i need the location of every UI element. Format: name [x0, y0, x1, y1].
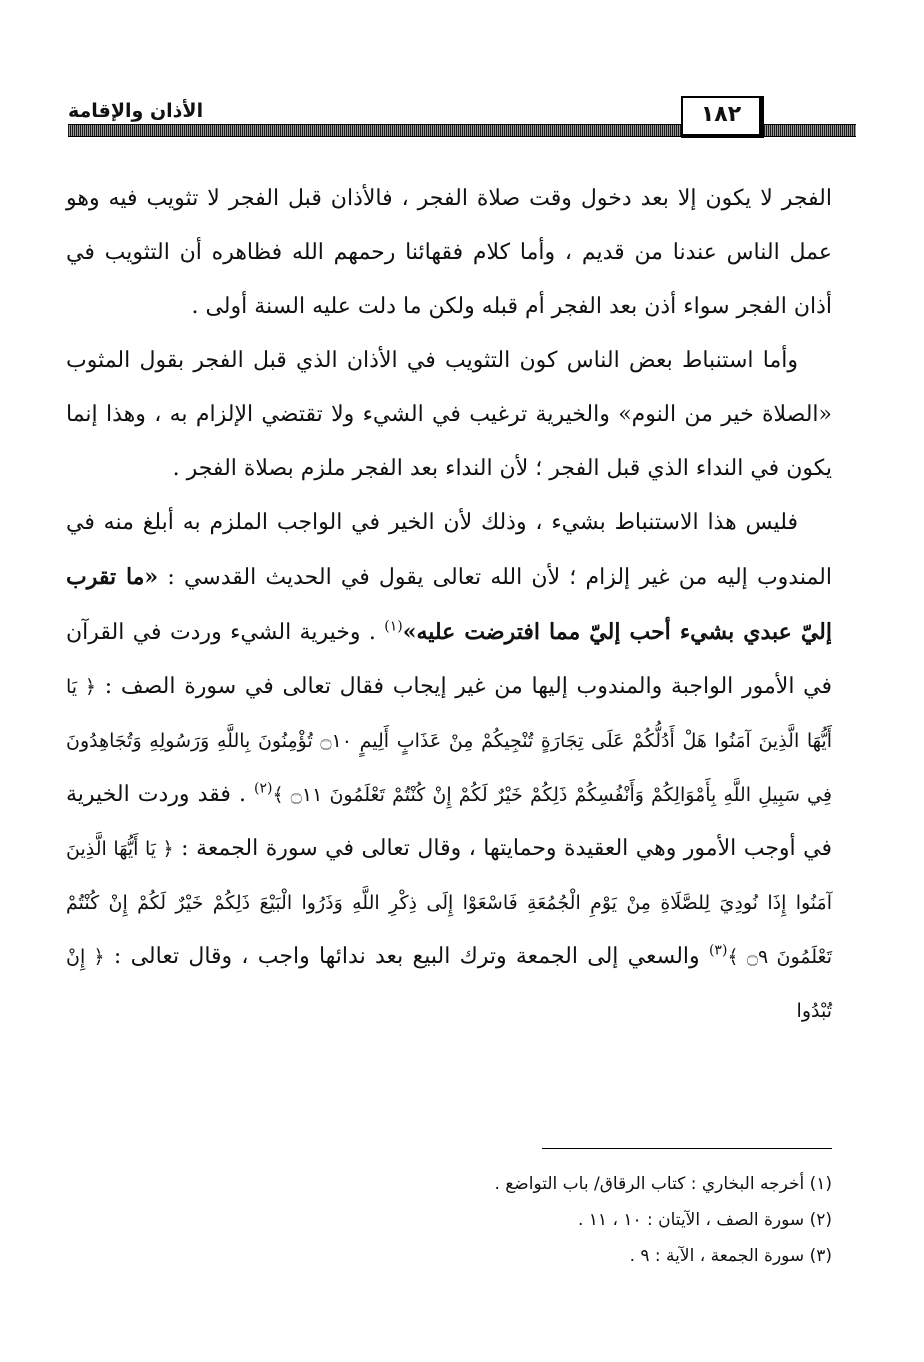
paragraph-3 [66, 496, 832, 1038]
chapter-title: الأذان والإقامة [68, 100, 224, 122]
hadith-quote: «ما تقرب إليّ عبدي بشيء أحب إليّ مما افترضت عليه» [66, 564, 832, 645]
footnote-ref-3[interactable]: (٣) [708, 942, 728, 959]
paragraph-3-text-c: . فقد وردت الخيرية في أوجب الأمور وهي العقيدة وحمايتها ، وقال تعالى في سورة الجمعة : [66, 782, 832, 861]
footnote-1: (١) أخرجه البخاري : كتاب الرقاق/ باب التواضع . [494, 1174, 832, 1194]
quran-quote-saff: ﴿ يَا أَيُّهَا الَّذِينَ آمَنُوا هَلْ أَدُلُّكُمْ عَلَى تِجَارَةٍ تُنْجِيكُمْ مِنْ عَذَابٍ أَلِيمٍ ۝١٠ تُؤْمِنُونَ بِاللَّهِ وَرَسُولِهِ وَتُجَاهِدُونَ فِي سَبِيلِ اللَّهِ بِأَمْوَالِكُمْ وَأَنْفُسِكُمْ ذَلِكُمْ خَيْرٌ لَكُمْ إِنْ كُنْتُمْ تَعْلَمُونَ ۝١١ ﴾ [66, 676, 833, 806]
footnote-ref-2[interactable]: (٢) [254, 780, 273, 797]
page-header [68, 92, 856, 138]
paragraph-3-text-b: . وخيرية الشيء وردت في القرآن في الأمور الواجبة والمندوب إليها من غير إيجاب فقال تعالى في سورة الصف : [66, 620, 833, 699]
main-text [66, 172, 832, 1038]
footnote-divider [542, 1148, 832, 1149]
paragraph-1: الفجر لا يكون إلا بعد دخول وقت صلاة الفجر ، فالأذان قبل الفجر لا تثويب فيه وهو عمل الناس عندنا من قديم ، وأما كلام فقهائنا رحمهم الله فظاهره أن التثويب في أذان الفجر سواء أذن بعد الفجر أم قبله ولكن ما دلت عليه السنة أولى . [66, 186, 832, 319]
paragraph-3-text-a: فليس هذا الاستنباط بشيء ، وذلك لأن الخير في الواجب الملزم به أبلغ منه في المندوب إليه من غير إلزام ؛ لأن الله تعالى يقول في الحديث القدسي : [66, 510, 832, 590]
footnote-3: (٣) سورة الجمعة ، الآية : ٩ . [629, 1246, 832, 1266]
quran-quote-continued: ﴿ إِنْ تُبْدُوا [66, 946, 832, 1022]
quran-quote-jumuah: ﴿ يَا أَيُّهَا الَّذِينَ آمَنُوا إِذَا نُودِيَ لِلصَّلَاةِ مِنْ يَوْمِ الْجُمُعَةِ فَاسْعَوْا إِلَى ذِكْرِ اللَّهِ وَذَرُوا الْبَيْعَ ذَلِكُمْ خَيْرٌ لَكُمْ إِنْ كُنْتُمْ تَعْلَمُونَ ۝٩ ﴾ [66, 838, 832, 968]
footnotes [66, 1166, 832, 1274]
footnote-2: (٢) سورة الصف ، الآيتان : ١٠ ، ١١ . [577, 1210, 832, 1230]
paragraph-3-text-d: والسعي إلى الجمعة وترك البيع بعد ندائها واجب ، وقال تعالى : [104, 944, 709, 969]
paragraph-2-text: وأما استنباط بعض الناس كون التثويب في الأذان الذي قبل الفجر بقول المثوب «الصلاة خير من النوم» والخيرية ترغيب في الشيء ولا تقتضي الإلزام به ، وهذا إنما يكون في النداء الذي قبل الفجر ؛ لأن النداء بعد الفجر ملزم بصلاة الفجر . [66, 348, 832, 481]
page-number: ١٨٢ [681, 96, 764, 138]
footnote-ref-1[interactable]: (١) [384, 618, 403, 635]
paragraph-2 [66, 334, 832, 496]
